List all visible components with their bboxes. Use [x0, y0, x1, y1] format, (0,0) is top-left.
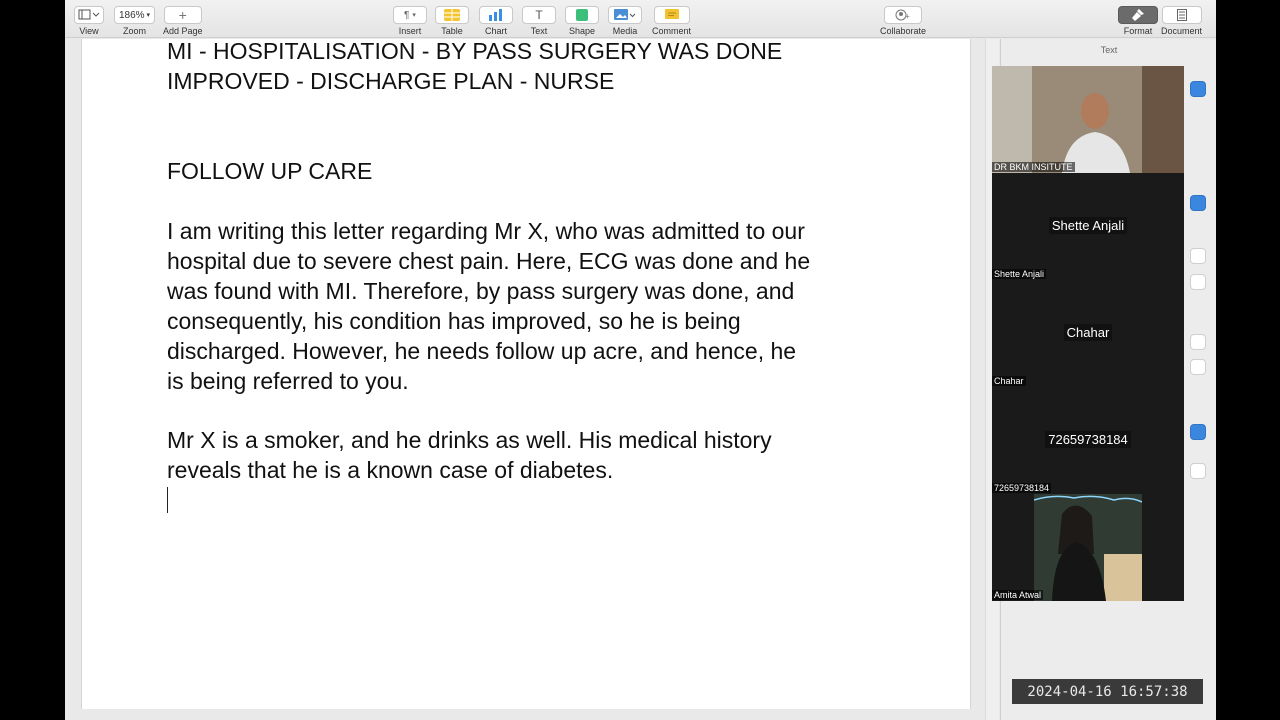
zoom-select[interactable]	[114, 6, 155, 24]
update-style-button[interactable]	[1190, 81, 1206, 97]
sidebar-title: Text	[1100, 45, 1118, 55]
document-page[interactable]	[81, 39, 971, 709]
doc-heading-line-1[interactable]: MI - HOSPITALISATION - BY PASS SURGERY WAS DONE	[167, 38, 783, 64]
shape-icon[interactable]	[565, 6, 599, 24]
participant-video-feed	[992, 66, 1184, 173]
text-button[interactable]	[522, 6, 556, 36]
doc-paragraph-1-line-5[interactable]: discharged. However, he needs follow up acre, and hence, he	[167, 338, 797, 364]
collaborate-icon[interactable]	[884, 6, 922, 24]
format-label: Format	[1123, 26, 1153, 36]
participant-tile[interactable]	[992, 387, 1184, 494]
media-icon[interactable]	[608, 6, 642, 24]
chevron-down-icon: ▾	[146, 12, 151, 19]
comment-icon[interactable]	[654, 6, 690, 24]
doc-paragraph-2-line-1[interactable]: Mr X is a smoker, and he drinks as well. His medical history	[167, 427, 772, 453]
participant-video-feed	[1034, 494, 1142, 601]
text-box-icon[interactable]: T	[522, 6, 556, 24]
color-wheel-button[interactable]	[1190, 248, 1206, 264]
format-button[interactable]	[1118, 6, 1158, 36]
insert-label: Insert	[398, 26, 422, 36]
document-label: Document	[1161, 26, 1203, 36]
zoom-menu[interactable]	[114, 6, 155, 36]
style-popup[interactable]	[1190, 274, 1206, 290]
toolbar	[65, 0, 1216, 38]
media-label: Media	[612, 26, 638, 36]
collaborate-button[interactable]	[880, 6, 926, 36]
svg-text:+: +	[905, 12, 910, 21]
text-cursor	[167, 487, 168, 513]
participant-name: Chahar	[994, 376, 1024, 386]
participant-tile[interactable]	[992, 66, 1184, 173]
participant-tile[interactable]	[992, 280, 1184, 387]
document-icon[interactable]	[1162, 6, 1202, 24]
chart-icon[interactable]	[479, 6, 513, 24]
paragraph-icon[interactable]: ¶ ▾	[393, 6, 427, 24]
font-popup-stepper[interactable]	[1190, 195, 1206, 211]
comment-label: Comment	[652, 26, 692, 36]
participant-display-name: 72659738184	[1045, 431, 1131, 448]
add-page-label: Add Page	[163, 26, 203, 36]
bullets-popup-stepper[interactable]	[1190, 424, 1206, 440]
doc-subheading[interactable]: FOLLOW UP CARE	[167, 158, 373, 184]
pages-app-window	[65, 0, 1216, 720]
recording-timestamp: 2024-04-16 16:57:38	[1012, 679, 1203, 704]
doc-paragraph-1-line-1[interactable]: I am writing this letter regarding Mr X, who was admitted to our	[167, 218, 805, 244]
doc-paragraph-2-line-2[interactable]: reveals that he is a known case of diabetes.	[167, 457, 614, 483]
spacing-field[interactable]	[1190, 334, 1206, 350]
participant-tile[interactable]	[992, 173, 1184, 280]
shape-button[interactable]	[565, 6, 599, 36]
table-button[interactable]	[435, 6, 469, 36]
shape-label: Shape	[568, 26, 596, 36]
table-label: Table	[441, 26, 463, 36]
participant-display-name: Shette Anjali	[1049, 217, 1127, 234]
participant-name: 72659738184	[994, 483, 1050, 493]
doc-paragraph-1-line-3[interactable]: was found with MI. Therefore, by pass surgery was done, and	[167, 278, 795, 304]
participant-name: Amita Atwal	[994, 590, 1042, 600]
add-page-button[interactable]	[163, 6, 203, 36]
participant-display-name: Chahar	[1064, 324, 1113, 341]
document-button[interactable]	[1161, 6, 1202, 36]
chart-button[interactable]	[479, 6, 513, 36]
collaborate-label: Collaborate	[880, 26, 927, 36]
chart-label: Chart	[484, 26, 507, 36]
document-canvas	[65, 39, 1000, 720]
zoom-label: Zoom	[122, 26, 146, 36]
doc-paragraph-1-line-4[interactable]: consequently, his condition has improved, so he is being	[167, 308, 741, 334]
list-style-popup[interactable]	[1190, 463, 1206, 479]
indent-field[interactable]	[1190, 359, 1206, 375]
zoom-value: 186%	[118, 9, 145, 21]
participant-name: DR BKM INSITUTE	[994, 162, 1073, 172]
table-icon[interactable]	[435, 6, 469, 24]
media-button[interactable]	[608, 6, 642, 36]
view-label: View	[79, 26, 99, 36]
participant-tile[interactable]	[992, 494, 1184, 601]
doc-paragraph-1-line-2[interactable]: hospital due to severe chest pain. Here, ECG was done and he	[167, 248, 811, 274]
insert-button[interactable]	[393, 6, 427, 36]
comment-button[interactable]	[652, 6, 691, 36]
doc-heading-line-2[interactable]: IMPROVED - DISCHARGE PLAN - NURSE	[167, 68, 615, 94]
text-label: Text	[530, 26, 548, 36]
doc-paragraph-1-line-6[interactable]: is being referred to you.	[167, 368, 409, 394]
video-call-panel	[992, 66, 1184, 601]
view-menu[interactable]	[74, 6, 104, 36]
paintbrush-icon[interactable]	[1118, 6, 1158, 24]
plus-icon[interactable]: +	[164, 6, 202, 24]
participant-name: Shette Anjali	[994, 269, 1045, 279]
sidebar-toggle-icon[interactable]	[74, 6, 104, 24]
